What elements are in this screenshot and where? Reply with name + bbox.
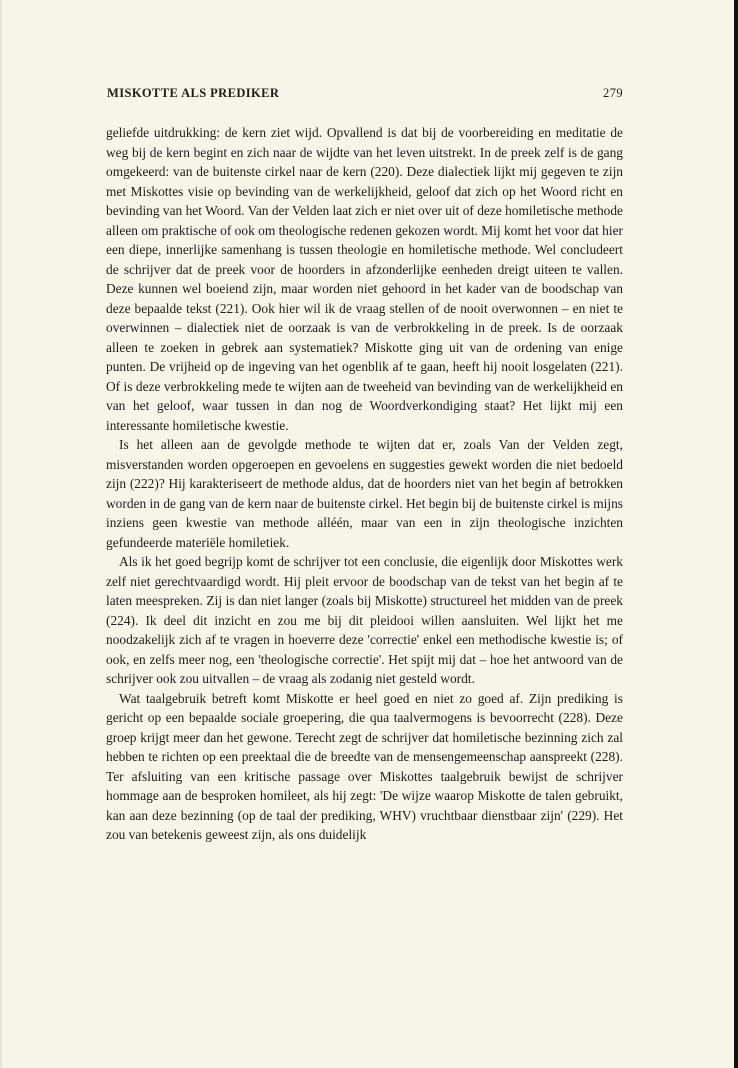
scan-right-edge [734,0,738,1068]
running-head [107,86,623,104]
running-title: MISKOTTE ALS PREDIKER [107,86,280,100]
paragraph-3: Als ik het goed begrijp komt de schrijver tot een conclusie, die eigenlijk door Miskottes werk zelf niet gerechtvaardigd wordt. Hij pleit ervoor de boodschap van de tekst van het begin af te laten meespreken. Zij is dan niet langer (zoals bij Miskotte) structureel het midden van de preek (224). Ik deel dit inzicht en zou me bij dit pleidooi willen aansluiten. Wel lijkt het me noodzakelijk zich af te vragen in hoeverre deze 'correctie' enkel een methodische kwestie is; of ook, en zelfs meer nog, een 'theologische correctie'. Het spijt mij dat – hoe het antwoord van de schrijver ook zou uitvallen – de vraag als zodanig niet gesteld wordt. [106,554,623,686]
page-number: 279 [603,86,623,100]
paragraph-1: geliefde uitdrukking: de kern ziet wijd. Opvallend is dat bij de voorbereiding en meditatie de weg bij de kern begint en zich naar de wijdte van het leven uitstrekt. In de preek zelf is de gang omgekeerd: van de buitenste cirkel naar de kern (220). Deze dialectiek lijkt mij gegeven te zijn met Miskottes visie op bevinding van de werkelijkheid, geloof dat zich op het Woord richt en bevinding van het Woord. Van der Velden laat zich er niet over uit of deze homiletische methode alleen om praktische of ook om theologische redenen gekozen wordt. Mij komt het voor dat hier een diepe, innerlijke samenhang is tussen theologie en homiletische methode. Wel concludeert de schrijver dat de preek voor de hoorders in afzonderlijke eenheden dreigt uiteen te vallen. Deze kunnen wel boeiend zijn, maar worden niet gehoord in het kader van de boodschap van deze bepaalde tekst (221). Ook hier wil ik de vraag stellen of de nooit overwonnen – en niet te overwinnen – dialectiek niet de oorzaak is van de verbrokkeling in de preek. Is de oorzaak alleen te zoeken in gebrek aan systematiek? Miskotte ging uit van de ordening van enige punten. De vrijheid op de ingeving van het ogenblik af te gaan, heeft hij nooit losgelaten (221). Of is deze verbrokkeling mede te wijten aan de tweeheid van bevinding van de werkelijkheid en van het geloof, waar tussen in dan nog de Woordverkondiging staat? Het lijkt mij een interessante homiletische kwestie. [106,125,623,433]
body-text [106,123,623,845]
paragraph-2: Is het alleen aan de gevolgde methode te wijten dat er, zoals Van der Velden zegt, misverstanden worden opgeroepen en gevoelens en suggesties gewekt worden die niet bedoeld zijn (222)? Hij karakteriseert de methode aldus, dat de hoorders niet van het begin af betrokken worden in de gang van de kern naar de buitenste cirkel. Het begin bij de buitenste cirkel is mijns inziens geen kwestie van methode alléén, maar van een in zijn theologische inzichten gefundeerde materiële homiletiek. [106,437,623,550]
scan-left-edge [0,0,2,1068]
paragraph-4: Wat taalgebruik betreft komt Miskotte er heel goed en niet zo goed af. Zijn prediking is gericht op een bepaalde sociale groepering, die qua taalvermogens is bevoorrecht (228). Deze groep krijgt meer dan het gewone. Terecht zegt de schrijver dat homiletische bezinning zich zal hebben te richten op een preektaal die de breedte van de mensengemeenschap aanspreekt (228). Ter afsluiting van een kritische passage over Miskottes taalgebruik bewijst de schrijver hommage aan de besproken homileet, als hij zegt: 'De wijze waarop Miskotte de talen gebruikt, kan aan deze bezinning (op de taal der prediking, WHV) vruchtbaar dienstbaar zijn' (229). Het zou van betekenis geweest zijn, als ons duidelijk [106,690,623,842]
